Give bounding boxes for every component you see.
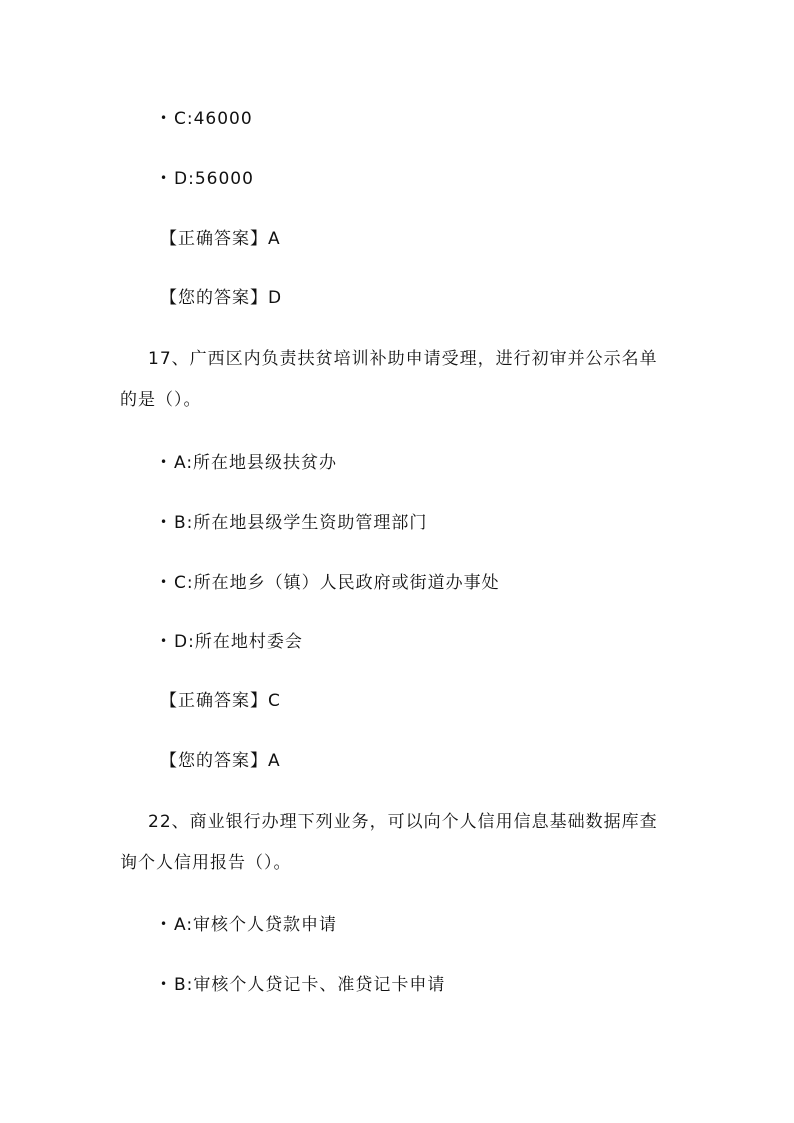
option-text: A:审核个人贷款申请 [174, 915, 338, 935]
option-c [160, 107, 253, 130]
option-text: B:审核个人贷记卡、准贷记卡申请 [174, 975, 446, 995]
option-text: C:46000 [174, 109, 253, 129]
option-text: A:所在地县级扶贫办 [174, 453, 338, 473]
bullet: • [160, 455, 169, 469]
option-d [160, 630, 303, 653]
bullet: • [160, 977, 169, 991]
option-b [160, 973, 445, 996]
option-text: B:所在地县级学生资助管理部门 [174, 513, 428, 533]
question-22-line-1: 22、商业银行办理下列业务，可以向个人信用信息基础数据库查 [148, 812, 658, 832]
option-text: D:56000 [174, 169, 254, 189]
question-17-line-1: 17、广西区内负责扶贫培训补助申请受理，进行初审并公示名单 [148, 349, 658, 369]
bullet: • [160, 575, 169, 589]
option-a [160, 913, 337, 936]
bullet: • [160, 515, 169, 529]
option-b [160, 511, 427, 534]
correct-answer: 【正确答案】A [160, 229, 281, 249]
your-answer: 【您的答案】D [160, 288, 283, 308]
option-d [160, 167, 254, 190]
question-17-line-2: 的是（）。 [120, 390, 202, 410]
option-text: D:所在地村委会 [174, 632, 303, 652]
option-a [160, 451, 337, 474]
bullet: • [160, 171, 169, 185]
correct-answer: 【正确答案】C [160, 691, 281, 711]
bullet: • [160, 634, 169, 648]
question-22-line-2: 询个人信用报告（）。 [120, 853, 292, 873]
option-text: C:所在地乡（镇）人民政府或街道办事处 [174, 573, 500, 593]
your-answer: 【您的答案】A [160, 751, 281, 771]
bullet: • [160, 917, 169, 931]
option-c [160, 571, 500, 594]
bullet: • [160, 111, 169, 125]
